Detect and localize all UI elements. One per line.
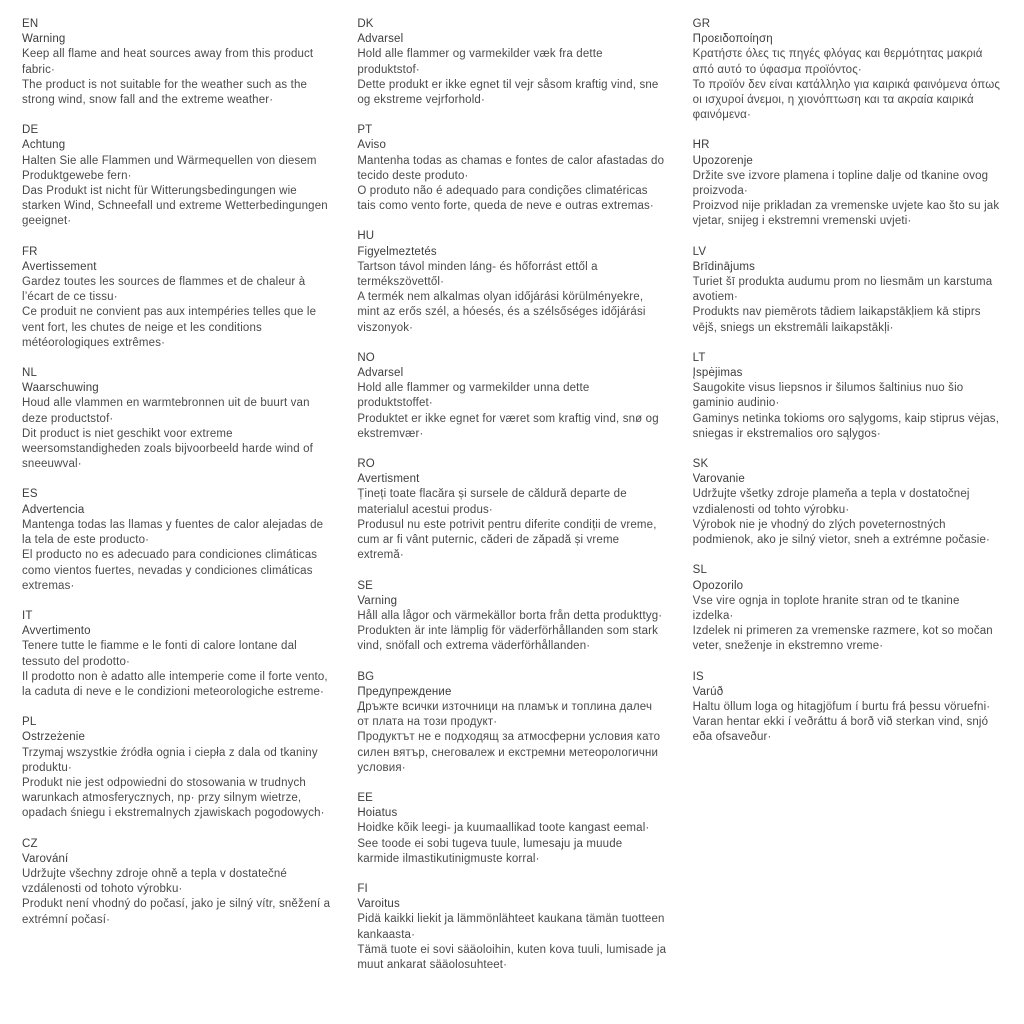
warning-entry-hr [693,138,1002,229]
warning-text: Trzymaj wszystkie źródła ognia i ciepła z dala od tkaniny produktu· [22,746,318,774]
warning-title: Varning [357,594,398,607]
warning-entry-pt [357,123,666,214]
warning-title: Opozorilo [692,579,744,592]
warning-text: Hold alle flammer og varmekilder unna dette produktstoffet· [357,382,590,410]
language-code: BG [357,670,375,683]
language-code: NO [357,351,375,364]
warning-text: Keep all flame and heat sources away from this product fabric· [22,48,314,76]
warning-entry-nl [22,366,331,472]
warning-text: Tämä tuote ei sovi sääoloihin, kuten kova tuuli, lumisade ja muut ankarat sääolosuhteet· [357,943,667,971]
warning-entry-sk [693,457,1002,548]
warning-text: Κρατήστε όλες τις πηγές φλόγας και θερμότητας μακριά από αυτό το ύφασμα προϊόντος· [692,48,983,76]
warning-title: Varúð [692,685,724,698]
warning-title: Hoiatus [357,807,398,820]
warning-text: Håll alla lågor och värmekällor borta från detta produkttyg· [357,609,663,622]
language-code: IS [692,670,704,683]
warning-title: Advarsel [357,33,404,46]
warning-text: Das Produkt ist nicht für Witterungsbedingungen wie starken Wind, Schneefall und extreme Wetterbedingungen geeignet· [22,185,328,228]
warning-text: Il prodotto non è adatto alle intemperie come il forte vento, la caduta di neve e le condizioni meteorologiche estreme· [22,670,328,698]
warning-text: Udržujte všetky zdroje plameňa a tepla v dostatočnej vzdialenosti od tohto výrobku· [692,488,970,516]
warning-title: Avertissement [22,260,97,273]
warning-entry-lt [693,351,1002,442]
warning-text: Houd alle vlammen en warmtebronnen uit de buurt van deze productstof· [22,397,310,425]
language-code: FI [357,882,368,895]
warning-title: Warning [22,33,66,46]
warning-text: Hold alle flammer og varmekilder væk fra dette produktstof· [357,48,603,76]
language-code: LT [692,351,706,364]
language-code: SK [692,458,709,471]
language-code: ES [22,488,38,501]
warning-title: Waarschuwing [22,382,99,395]
warning-text: Ce produit ne convient pas aux intempéries telles que le vent fort, les chutes de neige et les conditions météorologiques extrêmes· [22,306,317,349]
warning-text: Mantenha todas as chamas e fontes de calor afastadas do tecido deste produto· [357,154,665,182]
warning-text: Gardez toutes les sources de flammes et de chaleur à l’écart de ce tissu· [22,276,306,304]
warning-text: Tartson távol minden láng- és hőforrást ettől a termékszövettől· [357,260,598,289]
warning-entry-fr [22,245,331,351]
language-code: EN [22,18,39,30]
language-code: HR [692,139,710,152]
warning-title: Įspėjimas [692,367,743,380]
warning-text: Produsul nu este potrivit pentru diferite condiții de vreme, cum ar fi vânt puternic, căderi de zăpadă și vreme extremă· [357,518,657,562]
warning-entry-cz [22,837,331,928]
warning-text: Vse vire ognja in toplote hranite stran od te tkanine izdelka· [692,594,960,622]
warning-entry-gr [693,17,1002,123]
language-code: HU [357,230,375,243]
warning-text: Dette produkt er ikke egnet til vejr såsom kraftig vind, sne og ekstreme vejrforhold· [357,78,659,107]
warning-text: Продуктът не е подходящ за атмосферни условия като силен вятър, снеговалеж и екстремни метеорологични условия· [357,731,661,774]
warning-text: Produkt nie jest odpowiedni do stosowania w trudnych warunkach atmosferycznych, np· przy silnym wietrze, opadach śniegu i ekstremalnych zjawiskach pogodowych· [22,776,325,820]
warning-text: See toode ei sobi tugeva tuule, lumesaju ja muude karmide ilmastikutinigmuste korral· [357,837,623,865]
warning-entry-se [357,579,666,655]
warning-entry-hu [357,229,666,335]
warning-text: Držite sve izvore plamena i topline dalje od tkanine ovog proizvoda· [692,169,989,198]
warning-title: Avvertimento [22,625,91,638]
warning-title: Varování [22,852,69,865]
warning-text: Το προϊόν δεν είναι κατάλληλο για καιρικά φαινόμενα όπως οι ισχυροί άνεμοι, η χιονόπτωση και τα ακραία καιρικά φαινόμενα· [692,78,1001,122]
language-code: DK [357,18,374,30]
warning-title: Varoitus [357,898,400,911]
language-code: IT [22,609,33,622]
warning-text: Varan hentar ekki í veðráttu á borð við sterkan vind, snjó eða ofsaveður· [692,716,989,744]
warning-text: Дръжте всички източници на пламък и топлина далеч от плата на този продукт· [357,700,653,729]
warning-title: Προειδοποίηση [692,33,773,46]
warning-title: Предупреждение [357,685,452,698]
warning-entry-bg [357,670,666,776]
warning-title: Brīdinājums [692,260,756,273]
warning-title: Figyelmeztetés [357,245,437,258]
warning-text: Výrobok nie je vhodný do zlých poveternostných podmienok, ako je silný vietor, sneh a extrémne počasie· [692,518,990,547]
language-code: NL [22,367,38,380]
warning-entry-en [22,17,331,108]
warning-text: Pidä kaikki liekit ja lämmönlähteet kaukana tämän tuotteen kankaasta· [357,913,665,941]
language-code: RO [357,458,375,471]
column-3 [693,17,1002,761]
language-code: SE [357,579,373,592]
language-code: PT [357,124,373,137]
warning-entry-it [22,609,331,700]
warning-title: Varovanie [692,473,745,486]
language-code: FR [22,245,38,258]
warning-text: O produto não é adequado para condições climatéricas tais como vento forte, queda de neve e outras extremas· [357,185,654,213]
warning-text: Izdelek ni primeren za vremenske razmere, kot so močan veter, sneženje in ekstremno vreme· [692,625,993,653]
warning-entry-ee [357,791,666,867]
column-2 [357,17,666,988]
language-code: GR [692,18,711,30]
warning-text: Haltu öllum loga og hitagjöfum í burtu frá þessu vöruefni· [692,700,991,713]
warning-text: Dit product is niet geschikt voor extreme weersomstandigheden zoals bijvoorbeeld harde wind of sneeuwval· [22,427,314,471]
warning-entry-fi [357,882,666,973]
warning-entry-de [22,123,331,229]
warning-title: Advertencia [22,503,85,516]
language-code: DE [22,124,39,137]
warning-title: Ostrzeżenie [22,731,86,744]
warning-text: Proizvod nije prikladan za vremenske uvjete kao što su jak vjetar, snijeg i ekstremni vremenski uvjeti· [692,200,1000,228]
warning-text: Produkten är inte lämplig för väderförhållanden som stark vind, snöfall och extrema väderförhållanden· [357,625,658,653]
warning-title: Avertisment [357,473,420,486]
language-code: SL [692,564,708,577]
warning-title: Achtung [22,139,66,152]
warning-title: Aviso [357,139,386,152]
warning-text: El producto no es adecuado para condiciones climáticas como vientos fuertes, nevadas y condiciones climáticas extremas· [22,549,318,592]
warning-text: Tenere tutte le fiamme e le fonti di calore lontane dal tessuto del prodotto· [22,640,297,668]
warning-entry-pl [22,715,331,821]
warning-entry-dk [357,17,666,108]
language-code: EE [357,791,373,804]
warning-text: Produkt není vhodný do počasí, jako je silný vítr, sněžení a extrémní počasí· [22,898,331,926]
warning-title: Upozorenje [692,154,753,167]
warning-text: Gaminys netinka tokioms oro sąlygoms, kaip stiprus vėjas, sniegas ir ekstremalios oro sąlygos· [692,412,1000,440]
warning-text: Halten Sie alle Flammen und Wärmequellen von diesem Produktgewebe fern· [22,154,317,182]
warning-text: Turiet šī produkta audumu prom no liesmām un karstuma avotiem· [692,276,993,304]
warning-text: Produktet er ikke egnet for været som kraftig vind, snø og ekstremvær· [357,412,659,440]
warning-text: The product is not suitable for the weather such as the strong wind, snow fall and the extreme weather· [22,78,308,107]
warning-entry-ro [357,457,666,563]
warning-title: Advarsel [357,367,404,380]
language-code: PL [22,716,37,729]
warning-text: Mantenga todas las llamas y fuentes de calor alejadas de la tela de este producto· [22,518,324,547]
column-1 [22,17,331,943]
warning-entry-sl [693,563,1002,654]
warning-text: Produkts nav piemērots tādiem laikapstākļiem kā stiprs vējš, sniegs un ekstremāli laikapstākļi· [692,306,981,334]
language-code: CZ [22,837,38,850]
warning-entry-no [357,351,666,442]
warning-entry-es [22,487,331,593]
warning-text: A termék nem alkalmas olyan időjárási körülményekre, mint az erős szél, a hóesés, és a szélsőséges időjárási viszonyok· [357,291,646,334]
warning-text: Hoidke kõik leegi- ja kuumaallikad toote kangast eemal· [357,822,650,835]
warning-text: Udržujte všechny zdroje ohně a tepla v dostatečné vzdálenosti od tohoto výrobku· [22,867,287,896]
warning-entry-is [693,670,1002,746]
language-code: LV [692,245,707,258]
warning-text: Țineți toate flacăra și sursele de căldură departe de materialul acestui produs· [357,488,627,516]
warning-entry-lv [693,245,1002,336]
warning-text: Saugokite visus liepsnos ir šilumos šaltinius nuo šio gaminio audinio· [692,382,964,410]
